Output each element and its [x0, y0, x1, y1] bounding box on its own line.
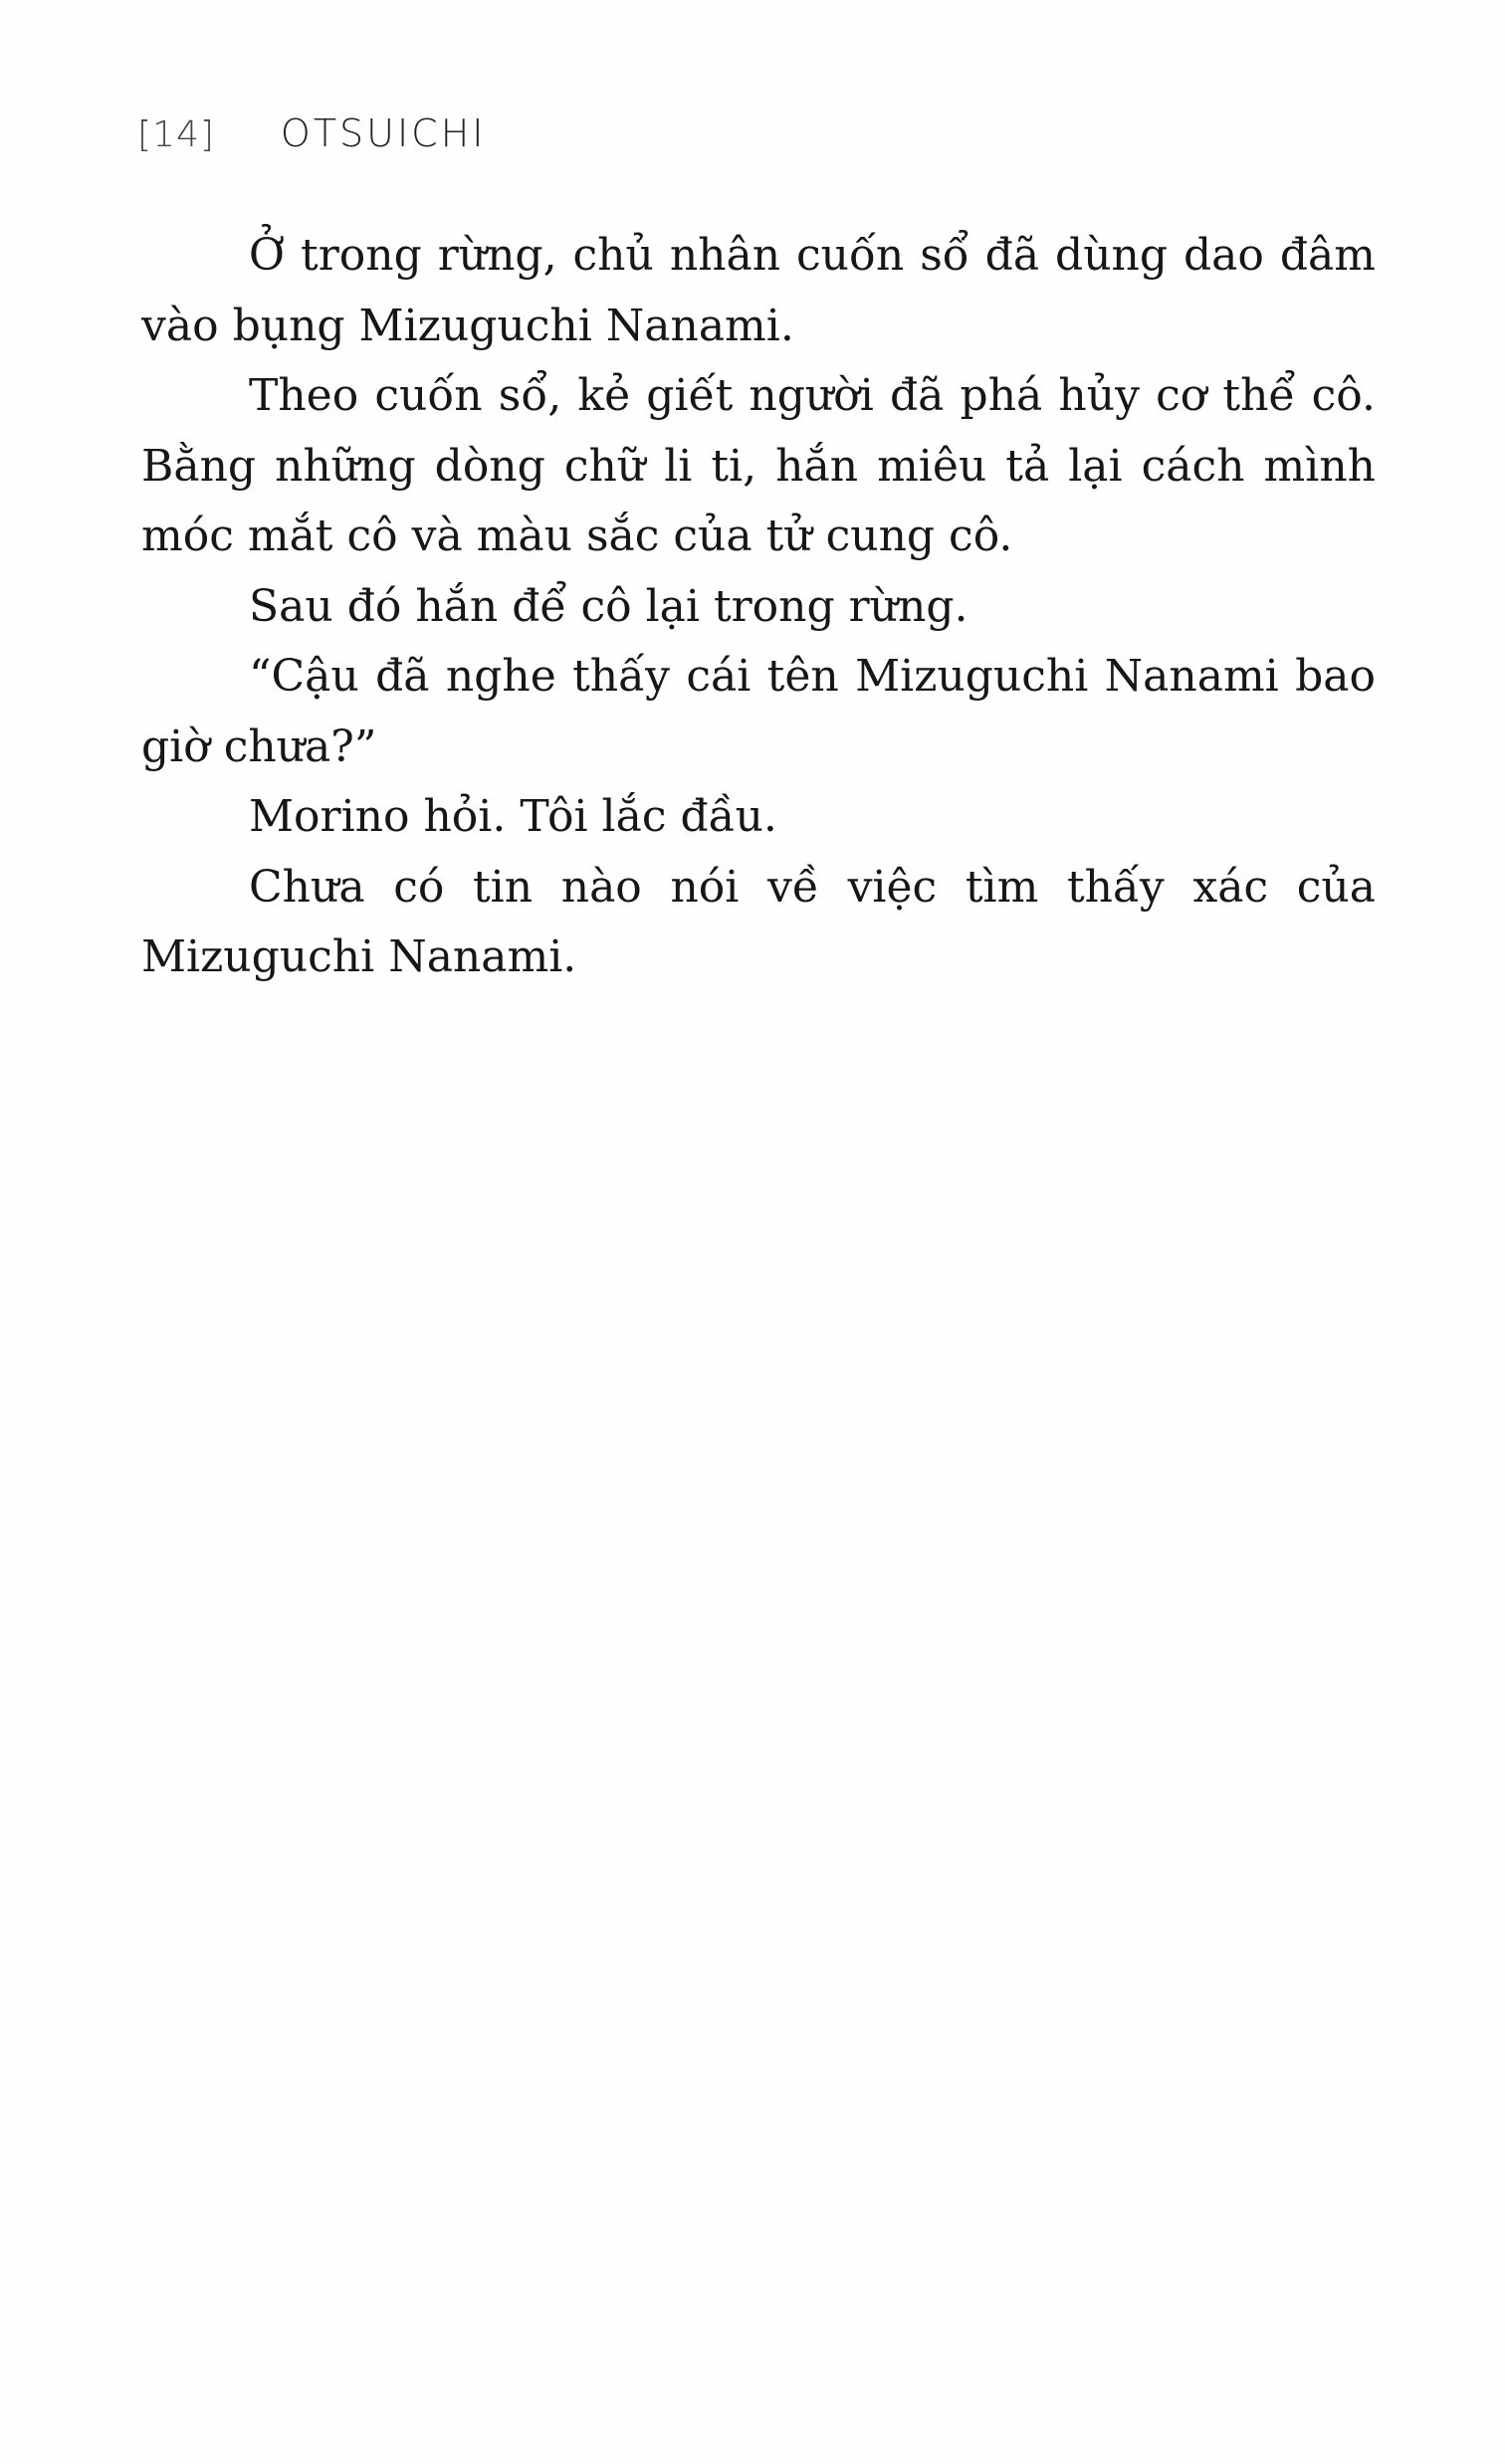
paragraph: Morino hỏi. Tôi lắc đầu. [249, 791, 777, 842]
running-header [137, 111, 486, 155]
body-text [141, 221, 1376, 993]
header-author: OTSUICHI [280, 111, 487, 155]
paragraph: Theo cuốn sổ, kẻ giết người đã phá hủy cơ thể cô. Bằng những dòng chữ li ti, hắn miêu tả lại cách mình móc mắt cô và màu sắc của tử cung cô. [141, 370, 1376, 561]
page-number: [14] [137, 114, 215, 155]
paragraph: Ở trong rừng, chủ nhân cuốn sổ đã dùng dao đâm vào bụng Mizuguchi Nanami. [141, 230, 1376, 351]
paragraph: Chưa có tin nào nói về việc tìm thấy xác của Mizuguchi Nanami. [141, 861, 1376, 982]
paragraph: “Cậu đã nghe thấy cái tên Mizuguchi Nanami bao giờ chưa?” [141, 651, 1376, 772]
paragraph: Sau đó hắn để cô lại trong rừng. [249, 580, 968, 632]
